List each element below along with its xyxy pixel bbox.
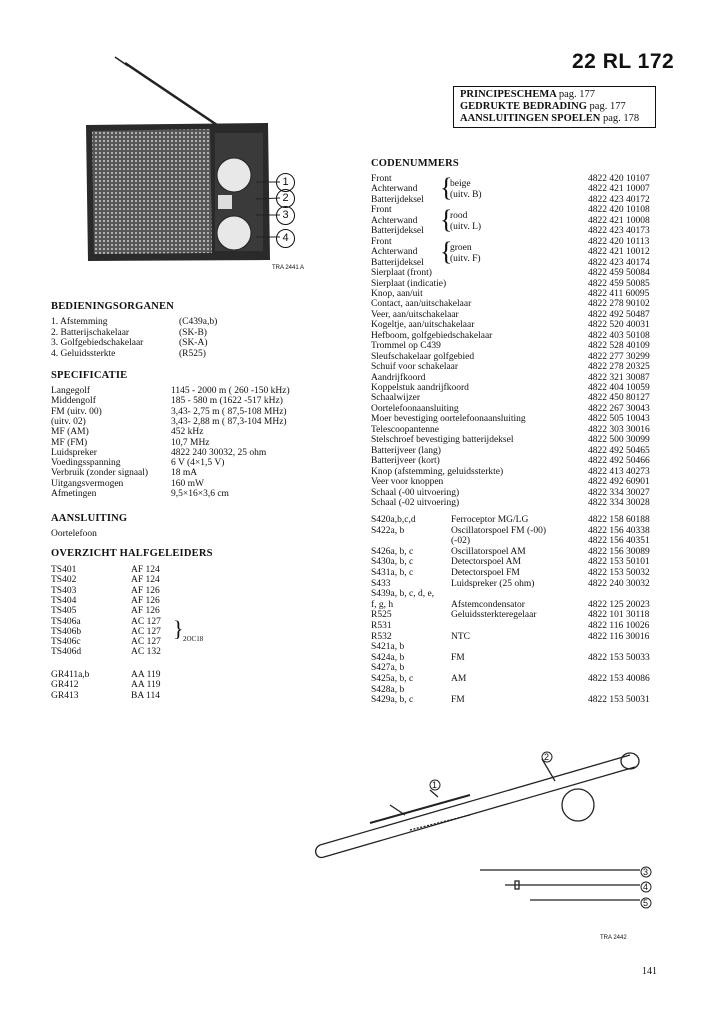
variant-label: (uitv. L) bbox=[450, 222, 482, 232]
code-desc: Achterwand bbox=[371, 215, 418, 226]
color-label: rood bbox=[450, 211, 468, 221]
code-number: 4822 421 10007 bbox=[588, 184, 650, 195]
part-desc: FM bbox=[451, 695, 465, 706]
code-number: 4822 423 40172 bbox=[588, 194, 650, 205]
code-desc: Schaalwijzer bbox=[371, 393, 421, 404]
semi-type: AC 127 bbox=[131, 616, 161, 627]
svg-text:4: 4 bbox=[643, 882, 649, 892]
code-number: 4822 278 20325 bbox=[588, 362, 650, 373]
code-desc: Front bbox=[371, 236, 392, 247]
spec-label: Middengolf bbox=[51, 396, 96, 407]
part-code: 4822 156 30089 bbox=[588, 546, 650, 557]
semi-type: AF 126 bbox=[131, 606, 160, 617]
code-number: 4822 277 30299 bbox=[588, 351, 650, 362]
brace: { bbox=[440, 173, 453, 202]
spec-label: Verbruik (zonder signaal) bbox=[51, 468, 149, 479]
dial-callout: 1 bbox=[432, 780, 438, 790]
part-ref: f, g, h bbox=[371, 599, 394, 610]
part-ref: R531 bbox=[371, 621, 392, 631]
part-desc: NTC bbox=[451, 631, 470, 642]
page-number: 141 bbox=[642, 966, 657, 977]
semi-ref: TS404 bbox=[51, 595, 77, 606]
parts-table bbox=[371, 515, 661, 710]
code-desc: Schaal (-02 uitvoering) bbox=[371, 497, 460, 508]
part-code: 4822 125 20023 bbox=[588, 599, 650, 610]
code-desc: Moer bevestiging oortelefoonaansluiting bbox=[371, 414, 526, 425]
part-ref: S429a, b, c bbox=[371, 695, 414, 706]
spec-value: 4822 240 30032, 25 ohm bbox=[171, 447, 267, 458]
part-desc: Afstemcondensator bbox=[451, 599, 525, 610]
semi-ref: TS402 bbox=[51, 575, 77, 586]
codes-heading: CODENUMMERS bbox=[371, 158, 459, 169]
part-ref: R532 bbox=[371, 631, 392, 642]
part-code: 4822 153 50033 bbox=[588, 652, 650, 663]
code-number: 4822 505 10043 bbox=[588, 414, 650, 425]
spec-value: 185 - 580 m (1622 -517 kHz) bbox=[171, 396, 283, 407]
code-desc: Sleufschakelaar golfgebied bbox=[371, 351, 475, 362]
semi-type: AF 124 bbox=[131, 565, 160, 575]
part-code: 4822 240 30032 bbox=[588, 578, 650, 589]
brace: { bbox=[440, 237, 453, 266]
part-desc: Oscillatorspoel FM (-00) bbox=[451, 525, 546, 536]
svg-text:3: 3 bbox=[643, 867, 649, 877]
brace: { bbox=[440, 205, 453, 234]
codes-table bbox=[371, 174, 661, 514]
code-number: 4822 421 10012 bbox=[588, 247, 650, 258]
figure-code: TRA 2441 A bbox=[272, 265, 305, 271]
semi-ref: TS405 bbox=[51, 606, 77, 617]
spec-label: MF (FM) bbox=[51, 437, 88, 448]
code-number: 4822 423 40173 bbox=[588, 226, 650, 237]
ref-page: pag. 178 bbox=[602, 113, 640, 124]
part-code: 4822 156 40351 bbox=[588, 536, 650, 547]
spec-value: 160 mW bbox=[171, 478, 204, 489]
spec-label: (uitv. 02) bbox=[51, 416, 86, 427]
color-label: groen bbox=[450, 243, 472, 253]
code-desc: Achterwand bbox=[371, 247, 418, 258]
code-number: 4822 321 30087 bbox=[588, 372, 650, 383]
callout-1: 1 bbox=[276, 173, 295, 192]
part-desc: Luidspreker (25 ohm) bbox=[451, 578, 535, 589]
semi-type: AF 126 bbox=[131, 595, 160, 606]
part-ref: S427a, b bbox=[371, 663, 405, 674]
code-desc: Contact, aan/uitschakelaar bbox=[371, 299, 472, 310]
spec-value: 6 V (4×1,5 V) bbox=[171, 458, 225, 469]
figure-code-bottom: TRA 2442 bbox=[600, 935, 627, 941]
spec-value: 452 kHz bbox=[171, 427, 204, 438]
part-code: 4822 158 60188 bbox=[588, 515, 650, 525]
code-number: 4822 459 50084 bbox=[588, 268, 650, 279]
part-desc: AM bbox=[451, 674, 467, 684]
diode-type: AA 119 bbox=[131, 680, 161, 691]
dial-mechanism-icon bbox=[310, 745, 670, 945]
code-number: 4822 303 30016 bbox=[588, 424, 650, 435]
code-desc: Oortelefoonaansluiting bbox=[371, 403, 459, 414]
part-ref: S421a, b bbox=[371, 642, 405, 653]
code-desc: Front bbox=[371, 205, 392, 216]
control-label: 4. Geluidssterkte bbox=[51, 348, 116, 359]
group-note: 2OC18 bbox=[183, 635, 204, 643]
code-number: 4822 267 30043 bbox=[588, 403, 650, 414]
code-desc: Batterijdeksel bbox=[371, 257, 424, 268]
part-ref: S433 bbox=[371, 578, 391, 589]
code-desc: Telescoopantenne bbox=[371, 424, 439, 435]
semi-ref: TS406b bbox=[51, 626, 82, 637]
part-desc: FM bbox=[451, 652, 465, 663]
control-value: (C439a,b) bbox=[179, 317, 218, 327]
code-number: 4822 420 10107 bbox=[588, 174, 650, 184]
part-code: 4822 156 40338 bbox=[588, 525, 650, 536]
part-code: 4822 153 40086 bbox=[588, 674, 650, 684]
ref-title: GEDRUKTE BEDRADING bbox=[460, 101, 587, 112]
reference-box bbox=[453, 86, 656, 128]
spec-label: Voedingsspanning bbox=[51, 458, 121, 469]
semis-heading: OVERZICHT HALFGELEIDERS bbox=[51, 548, 213, 559]
svg-text:5: 5 bbox=[643, 898, 649, 908]
code-desc: Aandrijfkoord bbox=[371, 372, 426, 383]
code-number: 4822 404 10059 bbox=[588, 383, 650, 393]
variant-label: (uitv. F) bbox=[450, 254, 481, 264]
code-desc: Schuif voor schakelaar bbox=[371, 362, 459, 373]
code-desc: Batterijveer (kort) bbox=[371, 456, 440, 467]
semi-ref: TS403 bbox=[51, 585, 77, 596]
diode-ref: GR411a,b bbox=[51, 670, 90, 680]
code-desc: Kogeltje, aan/uitschakelaar bbox=[371, 320, 475, 331]
semi-ref: TS406d bbox=[51, 647, 82, 658]
code-number: 4822 423 40174 bbox=[588, 257, 650, 268]
code-desc: Sierplaat (front) bbox=[371, 268, 432, 279]
spec-label: FM (uitv. 00) bbox=[51, 406, 102, 417]
part-ref: S420a,b,c,d bbox=[371, 515, 416, 525]
code-desc: Batterijdeksel bbox=[371, 194, 424, 205]
part-desc: Oscillatorspoel AM bbox=[451, 546, 526, 557]
connection-item: Oortelefoon bbox=[51, 529, 97, 539]
spec-value: 10,7 MHz bbox=[171, 437, 210, 448]
connection-heading: AANSLUITING bbox=[51, 513, 128, 524]
code-desc: Schaal (-00 uitvoering) bbox=[371, 487, 460, 498]
control-value: (SK-A) bbox=[179, 338, 208, 348]
diode-ref: GR413 bbox=[51, 690, 79, 701]
part-desc: Detectorspoel FM bbox=[451, 568, 520, 578]
part-code: 4822 153 50032 bbox=[588, 568, 650, 578]
code-number: 4822 500 30099 bbox=[588, 435, 650, 446]
part-code: 4822 101 30118 bbox=[588, 610, 650, 621]
code-desc: Batterijdeksel bbox=[371, 226, 424, 237]
code-desc: Veer, aan/uitschakelaar bbox=[371, 309, 459, 320]
code-number: 4822 492 50466 bbox=[588, 456, 650, 467]
part-desc: Ferroceptor MG/LG bbox=[451, 515, 529, 525]
diode-type: BA 114 bbox=[131, 690, 160, 701]
spec-value: 3,43- 2,88 m ( 87,3-104 MHz) bbox=[171, 416, 287, 427]
spec-value: 18 mA bbox=[171, 468, 198, 479]
code-desc: Batterijveer (lang) bbox=[371, 445, 441, 456]
semi-type: AF 126 bbox=[131, 585, 160, 596]
radio-illustration-icon bbox=[70, 55, 310, 280]
semi-type: AC 132 bbox=[131, 647, 161, 658]
control-label: 1. Afstemming bbox=[51, 317, 108, 327]
part-ref: S430a, b, c bbox=[371, 557, 414, 568]
part-ref: S439a, b, c, d, e, bbox=[371, 589, 435, 600]
semi-ref: TS401 bbox=[51, 565, 77, 575]
part-code: 4822 116 10026 bbox=[588, 621, 650, 631]
code-desc: Sierplaat (indicatie) bbox=[371, 278, 447, 289]
variant-label: (uitv. B) bbox=[450, 190, 482, 200]
spec-value: 3,43- 2,75 m ( 87,5-108 MHz) bbox=[171, 406, 287, 417]
semi-type: AC 127 bbox=[131, 637, 161, 648]
code-number: 4822 420 10113 bbox=[588, 236, 650, 247]
spec-label: Afmetingen bbox=[51, 489, 97, 499]
ref-title: AANSLUITINGEN SPOELEN bbox=[460, 113, 601, 124]
code-number: 4822 421 10008 bbox=[588, 215, 650, 226]
callout-4: 4 bbox=[276, 229, 295, 248]
part-code: 4822 153 50031 bbox=[588, 695, 650, 706]
code-number: 4822 492 60901 bbox=[588, 477, 650, 488]
diode-type: AA 119 bbox=[131, 670, 161, 680]
code-number: 4822 420 10108 bbox=[588, 205, 650, 216]
model-number: 22 RL 172 bbox=[572, 50, 675, 73]
part-ref: S431a, b, c bbox=[371, 568, 414, 578]
control-value: (R525) bbox=[179, 348, 206, 359]
code-number: 4822 334 30028 bbox=[588, 497, 650, 508]
spec-heading: SPECIFICATIE bbox=[51, 370, 128, 381]
code-number: 4822 459 50085 bbox=[588, 278, 650, 289]
diode-ref: GR412 bbox=[51, 680, 79, 691]
ref-page: pag. 177 bbox=[589, 101, 626, 112]
code-desc: Hefboom, golfgebiedschakelaar bbox=[371, 330, 493, 341]
group-brace: } bbox=[173, 616, 184, 641]
code-number: 4822 492 50487 bbox=[588, 309, 650, 320]
ref-page: pag. 177 bbox=[558, 89, 596, 100]
code-number: 4822 411 60095 bbox=[588, 288, 650, 299]
spec-value: 1145 - 2000 m ( 260 -150 kHz) bbox=[171, 386, 290, 396]
code-desc: Knop, aan/uit bbox=[371, 288, 423, 299]
control-value: (SK-B) bbox=[179, 327, 207, 338]
semi-ref: TS406c bbox=[51, 637, 81, 648]
semi-type: AF 124 bbox=[131, 575, 160, 586]
spec-label: MF (AM) bbox=[51, 427, 89, 438]
code-number: 4822 492 50465 bbox=[588, 445, 650, 456]
part-ref: S428a, b bbox=[371, 684, 405, 695]
code-number: 4822 450 80127 bbox=[588, 393, 650, 404]
spec-label: Langegolf bbox=[51, 386, 91, 396]
code-number: 4822 334 30027 bbox=[588, 487, 650, 498]
part-code: 4822 116 30016 bbox=[588, 631, 650, 642]
code-number: 4822 528 40109 bbox=[588, 341, 650, 352]
spec-label: Luidspreker bbox=[51, 447, 97, 458]
ref-title: PRINCIPESCHEMA bbox=[460, 89, 557, 100]
code-number: 4822 278 90102 bbox=[588, 299, 650, 310]
part-desc: Geluidssterkteregelaar bbox=[451, 610, 537, 621]
code-desc: Stelschroef bevestiging batterijdeksel bbox=[371, 435, 514, 446]
code-desc: Achterwand bbox=[371, 184, 418, 195]
part-ref: S426a, b, c bbox=[371, 546, 414, 557]
code-number: 4822 413 40273 bbox=[588, 466, 650, 477]
part-ref: S422a, b bbox=[371, 525, 405, 536]
code-desc: Trommel op C439 bbox=[371, 341, 441, 352]
semi-type: AC 127 bbox=[131, 626, 161, 637]
callout-3: 3 bbox=[276, 206, 295, 225]
part-ref: S425a, b, c bbox=[371, 674, 414, 684]
part-desc: Detectorspoel AM bbox=[451, 557, 521, 568]
spec-value: 9,5×16×3,6 cm bbox=[171, 489, 229, 499]
svg-text:2: 2 bbox=[544, 752, 550, 762]
controls-heading: BEDIENINGSORGANEN bbox=[51, 301, 175, 312]
control-label: 2. Batterijschakelaar bbox=[51, 327, 130, 338]
spec-label: Uitgangsvermogen bbox=[51, 478, 124, 489]
callout-2: 2 bbox=[276, 189, 295, 208]
code-desc: Veer voor knoppen bbox=[371, 477, 444, 488]
part-ref: R525 bbox=[371, 610, 392, 621]
code-desc: Knop (afstemming, geluidssterkte) bbox=[371, 466, 504, 477]
code-number: 4822 403 50108 bbox=[588, 330, 650, 341]
semi-ref: TS406a bbox=[51, 616, 81, 627]
code-desc: Front bbox=[371, 174, 392, 184]
code-desc: Koppelstuk aandrijfkoord bbox=[371, 383, 469, 393]
part-ref: S424a, b bbox=[371, 652, 405, 663]
control-label: 3. Golfgebiedschakelaar bbox=[51, 338, 144, 348]
part-desc: (-02) bbox=[451, 536, 470, 547]
part-code: 4822 153 50101 bbox=[588, 557, 650, 568]
color-label: beige bbox=[450, 179, 471, 189]
code-number: 4822 520 40031 bbox=[588, 320, 650, 331]
